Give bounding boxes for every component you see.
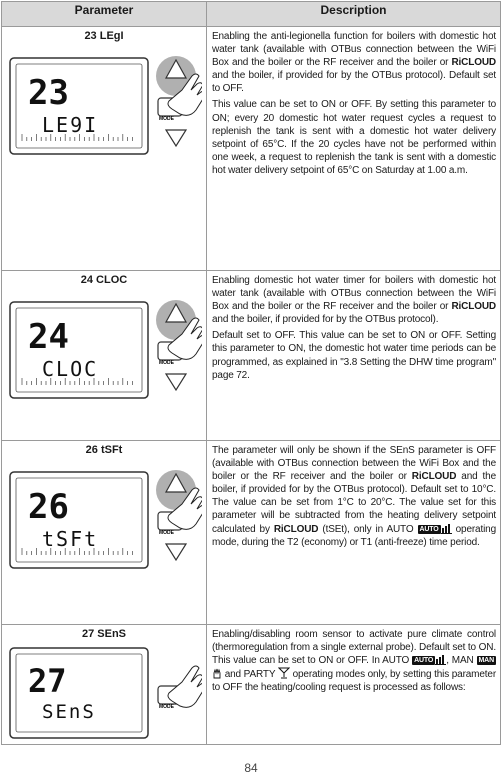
- description-paragraph: This value can be set to ON or OFF. By setting this parameter to ON; every 20 domestic hot water request cycles a request to replenish the tank is sent with a domestic hot water delivery setpoint of 65°C. If the 20 cycles have not be performed within one week, a request to replenish the tank is sent with a domestic hot water delivery setpoint of 65°C on Saturday at 1.00 a.m.: [212, 99, 496, 176]
- description-cell: [207, 271, 501, 441]
- description-cell: [207, 27, 501, 271]
- page-number: 84: [244, 761, 258, 775]
- parameter-cell: [2, 271, 207, 441]
- party-glass-icon: [278, 667, 290, 679]
- parameter-table: [1, 1, 501, 745]
- lcd-text: CLOC: [42, 357, 99, 381]
- parameter-name: 24 CLOC: [80, 274, 128, 286]
- lcd-number: 23: [28, 73, 69, 113]
- lcd-number: 27: [28, 662, 67, 700]
- parameter-name: 26 tSFt: [85, 444, 123, 456]
- lcd-number: 24: [28, 317, 69, 357]
- timer-mode-icon: [441, 523, 452, 534]
- description-paragraph: Default set to OFF. This value can be set to ON or OFF. Setting this parameter to ON, the domestic hot water time periods can be programmed, as explained in "3.8 Setting the DHW time program" page 72.: [212, 330, 496, 381]
- table-row: [2, 625, 501, 745]
- mode-label: MODE: [159, 704, 174, 710]
- timer-mode-icon: [435, 654, 446, 665]
- minus-button: [166, 544, 186, 560]
- parameter-cell: [2, 27, 207, 271]
- lcd-number: 26: [28, 487, 69, 527]
- hand-mode-icon: [212, 668, 222, 679]
- table-row: [2, 271, 501, 441]
- table-row: [2, 441, 501, 625]
- description-paragraph: Enabling domestic hot water timer for boilers with domestic hot water tank (available with OTBus connection between the WiFi Box and the boiler or the RF receiver and the boiler or RiCLOUD and the boiler, if provided for by the OTBus protocol).: [212, 275, 496, 326]
- lcd-text: SEnS: [42, 701, 96, 723]
- thermostat-device-image: [6, 290, 202, 410]
- parameter-cell: [2, 441, 207, 625]
- thermostat-device-image: [6, 46, 202, 166]
- description-paragraph: The parameter will only be shown if the SEnS parameter is OFF (available with OTBus connection between the WiFi Box and the boiler or the RF receiver and the boiler or RiCLOUD and the boiler, if provided for by the OTBus protocol). Default set to 10°C. The value can be set from 1°C to 20°C. The value set for this parameter will be subtracted from the heating delivery setpoint calculated by RiCLOUD (tSEt), only in AUTO AUTO operating mode, during the T2 (economy) or T1 (anti-freeze) time period.: [212, 445, 496, 548]
- header-parameter: Parameter: [2, 2, 207, 27]
- minus-button: [166, 130, 186, 146]
- auto-mode-badge: AUTO: [414, 657, 434, 665]
- description-paragraph: Enabling/disabling room sensor to activate pure climate control (thermoregulation from a single external probe). Default set to ON. This value can be set to ON or OFF. In AUTO AUTO , MAN MAN and PARTY operating modes only, by setting this parameter to OFF the heating/cooling request is processed as follows:: [212, 629, 496, 694]
- mode-label: MODE: [159, 360, 174, 366]
- parameter-name: 27 SEnS: [81, 628, 127, 640]
- header-description: Description: [207, 2, 501, 27]
- description-cell: [207, 625, 501, 745]
- parameter-name: 23 LEgI: [84, 30, 124, 42]
- minus-button: [166, 374, 186, 390]
- lcd-text: tSFt: [42, 527, 99, 551]
- description-cell: [207, 441, 501, 625]
- mode-label: MODE: [159, 530, 174, 536]
- auto-mode-badge: AUTO: [419, 525, 439, 533]
- thermostat-device-image: [6, 644, 202, 744]
- parameter-cell: [2, 625, 207, 745]
- table-row: [2, 27, 501, 271]
- mode-label: MODE: [159, 116, 174, 122]
- lcd-text: LE9I: [42, 113, 99, 137]
- description-paragraph: Enabling the anti-legionella function for boilers with domestic hot water tank (available with OTBus connection between the WiFi Box and the boiler or the RF receiver and the boiler or RiCLOUD and the boiler, if provided for by the OTBus protocol). Default set to OFF.: [212, 31, 496, 95]
- thermostat-device-image: [6, 460, 202, 580]
- man-mode-badge: MAN: [478, 657, 494, 665]
